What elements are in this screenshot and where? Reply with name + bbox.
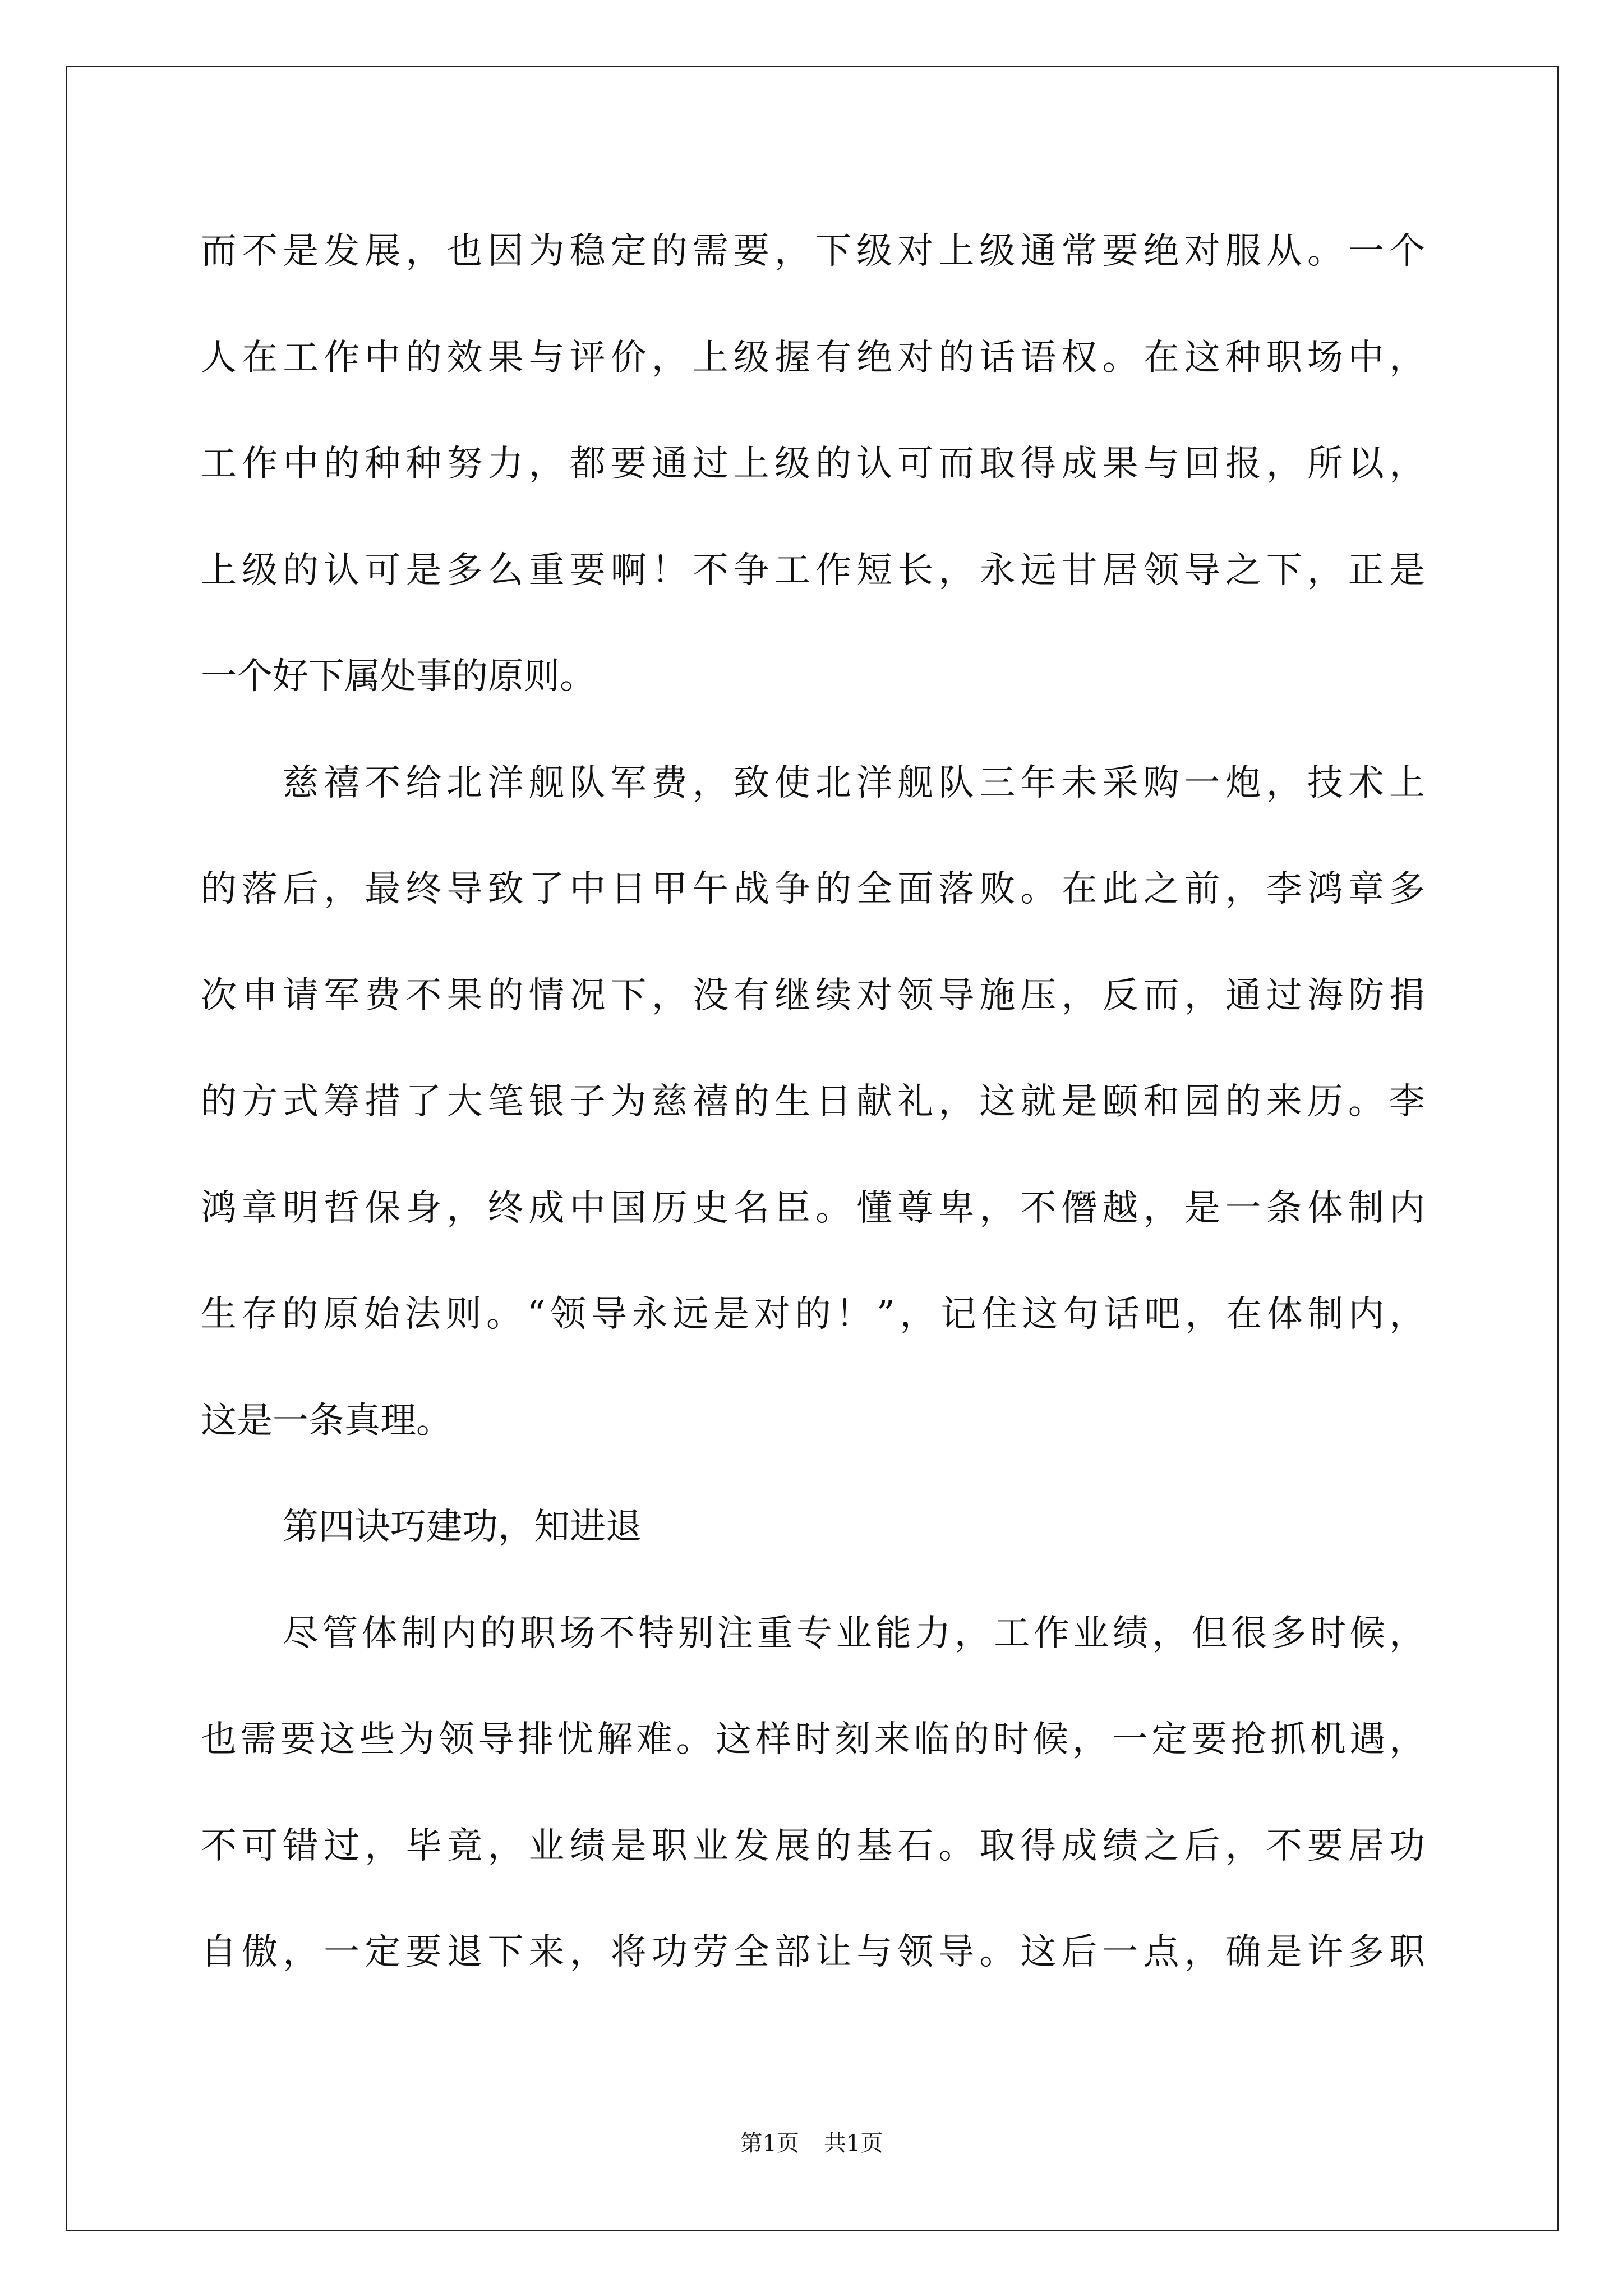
page-number: 第1页 bbox=[740, 2131, 799, 2156]
text-line: 生存的原始法则。“领导永远是对的！”，记住这句话吧，在体制内， bbox=[201, 1294, 1425, 1335]
text-line: 次申请军费不果的情况下，没有继续对领导施压，反而，通过海防捐 bbox=[201, 974, 1425, 1016]
section-heading bbox=[201, 1474, 1425, 1581]
document-body bbox=[201, 199, 1425, 2006]
text-line: 上级的认可是多么重要啊！不争工作短长，永远甘居领导之下，正是 bbox=[201, 549, 1425, 591]
text-line: 的方式筹措了大笔银子为慈禧的生日献礼，这就是颐和园的来历。李 bbox=[201, 1081, 1425, 1122]
text-line: 的落后，最终导致了中日甲午战争的全面落败。在此之前，李鸿章多 bbox=[201, 868, 1425, 910]
text-line: 自傲，一定要退下来，将功劳全部让与领导。这后一点，确是许多职 bbox=[201, 1931, 1425, 1973]
text-line: 鸿章明哲保身，终成中国历史名臣。懂尊卑，不僭越，是一条体制内 bbox=[201, 1187, 1425, 1229]
paragraph bbox=[201, 730, 1425, 1475]
text-line: 工作中的种种努力，都要通过上级的认可而取得成果与回报，所以， bbox=[201, 443, 1425, 485]
text-line: 尽管体制内的职场不特别注重专业能力，工作业绩，但很多时候， bbox=[283, 1612, 1425, 1654]
text-line: 一个好下属处事的原则。 bbox=[201, 656, 596, 697]
page-total: 共1页 bbox=[824, 2131, 883, 2156]
text-line: 而不是发展，也因为稳定的需要，下级对上级通常要绝对服从。一个 bbox=[201, 231, 1425, 272]
paragraph bbox=[201, 1581, 1425, 2006]
text-line: 不可错过，毕竟，业绩是职业发展的基石。取得成绩之后，不要居功 bbox=[201, 1825, 1425, 1867]
text-line: 人在工作中的效果与评价，上级握有绝对的话语权。在这种职场中， bbox=[201, 337, 1425, 379]
paragraph bbox=[201, 199, 1425, 730]
text-line: 慈禧不给北洋舰队军费，致使北洋舰队三年未采购一炮，技术上 bbox=[283, 762, 1425, 804]
text-line: 这是一条真理。 bbox=[201, 1400, 452, 1442]
page-footer bbox=[0, 2127, 1623, 2160]
text-line: 也需要这些为领导排忧解难。这样时刻来临的时候，一定要抢抓机遇， bbox=[201, 1719, 1425, 1760]
section-heading-text: 第四诀巧建功，知进退 bbox=[283, 1506, 642, 1548]
